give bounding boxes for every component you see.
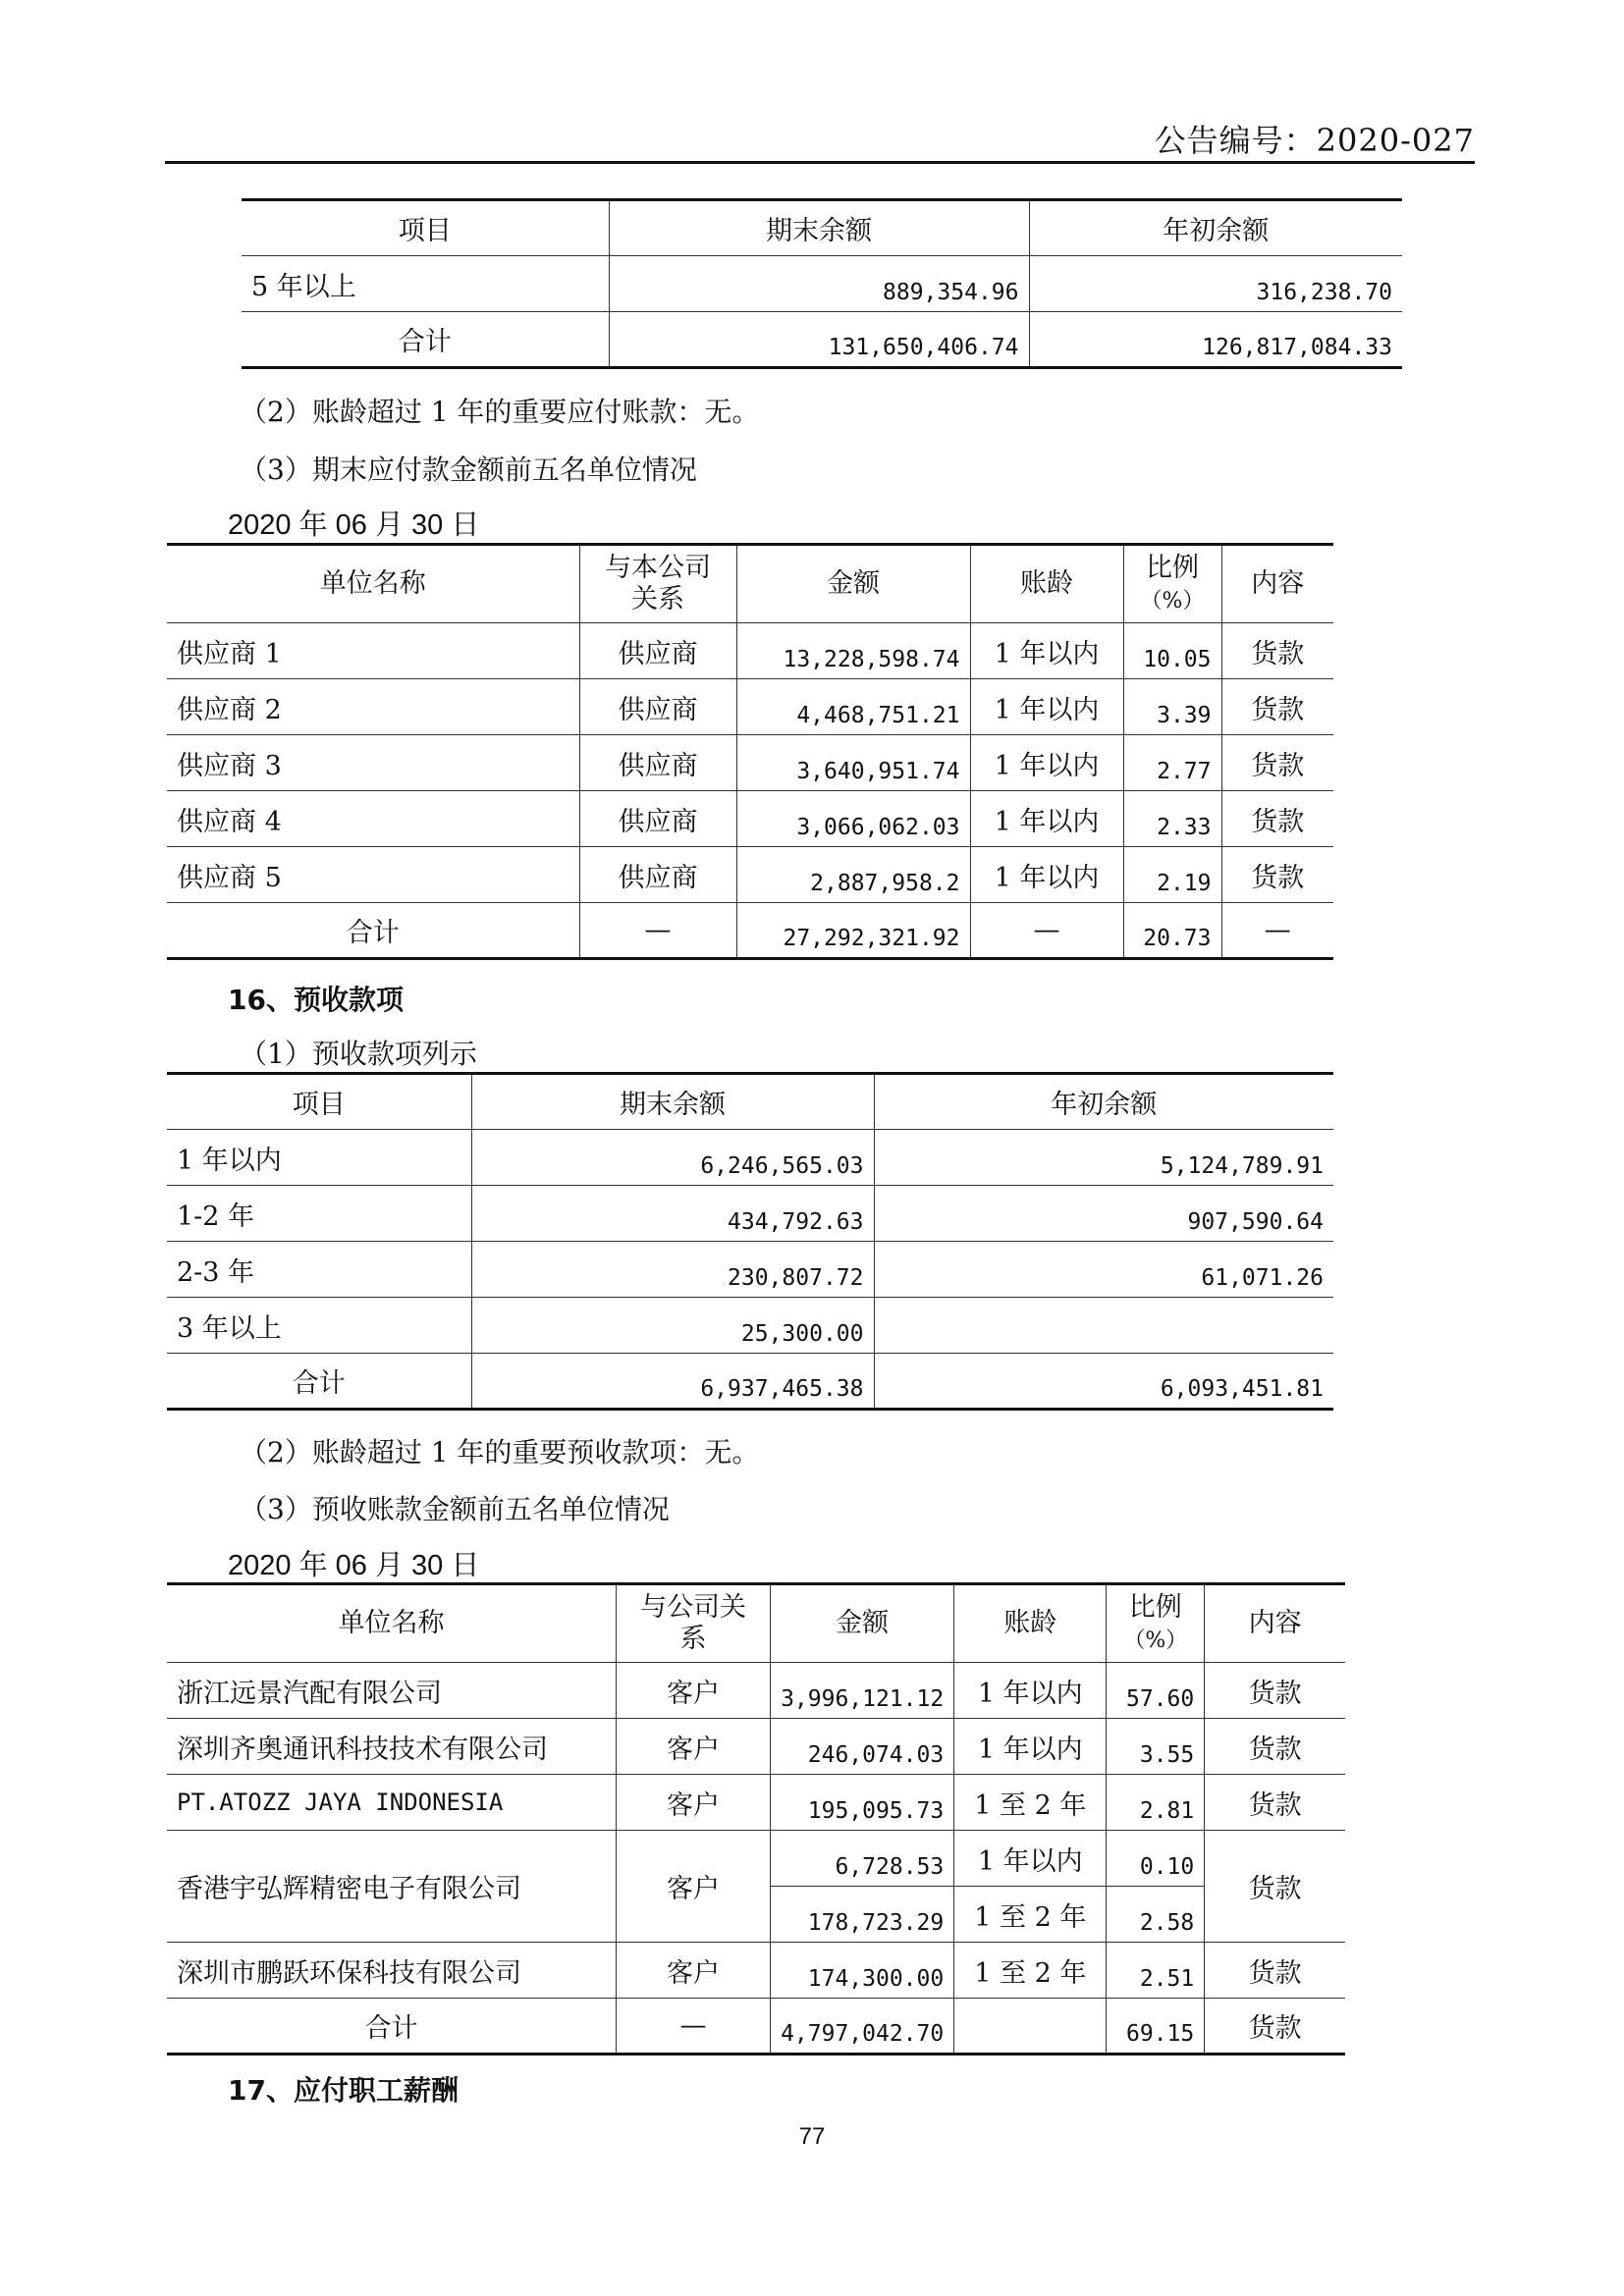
col-ratio: 比例 （%） <box>1107 1584 1205 1663</box>
cell-name: 供应商 3 <box>167 735 579 791</box>
col-amount: 金额 <box>771 1584 954 1663</box>
table-row <box>167 1943 1345 1999</box>
col-relation: 与本公司 关系 <box>579 545 736 623</box>
table-row <box>167 847 1333 903</box>
cell-name: 供应商 1 <box>167 623 579 679</box>
cell-ratio: 2.51 <box>1107 1943 1205 1999</box>
cell-name: PT.ATOZZ JAYA INDONESIA <box>167 1775 616 1831</box>
paragraph-top5-payables: （3）期末应付款金额前五名单位情况 <box>240 454 697 486</box>
row-item: 合计 <box>242 312 609 368</box>
paragraph-advance-receipts-list: （1）预收款项列示 <box>240 1038 477 1070</box>
advance-receipts-table <box>167 1072 1333 1411</box>
cell-name: 供应商 5 <box>167 847 579 903</box>
cell-amount: 2,887,958.2 <box>736 847 970 903</box>
col-item: 项目 <box>242 200 609 256</box>
total-row <box>167 1354 1333 1410</box>
cell-aging: — <box>970 903 1123 959</box>
cell-aging: 1 年以内 <box>970 735 1123 791</box>
cell-ratio: 10.05 <box>1123 623 1221 679</box>
table-row <box>167 735 1333 791</box>
row-item: 3 年以上 <box>167 1298 471 1354</box>
table-row <box>167 679 1333 735</box>
section-heading-17: 17、应付职工薪酬 <box>228 2074 459 2107</box>
row-item: 合计 <box>167 1354 471 1410</box>
cell-amount: 3,996,121.12 <box>771 1663 954 1719</box>
cell-aging: 1 年以内 <box>954 1663 1107 1719</box>
page-number: 77 <box>798 2123 826 2150</box>
col-begin-balance: 年初余额 <box>874 1074 1333 1130</box>
row-item: 2-3 年 <box>167 1242 471 1298</box>
header-rule <box>165 161 1475 164</box>
paragraph-top5-receipts: （3）预收账款金额前五名单位情况 <box>240 1493 670 1525</box>
table-row <box>167 1719 1345 1775</box>
cell-amount: 4,468,751.21 <box>736 679 970 735</box>
row-end: 230,807.72 <box>471 1242 874 1298</box>
cell-aging: 1 年以内 <box>954 1831 1107 1887</box>
paragraph-no-important-payables: （2）账龄超过 1 年的重要应付账款：无。 <box>240 396 760 428</box>
table-row <box>167 1298 1333 1354</box>
col-item: 项目 <box>167 1074 471 1130</box>
document-number: 公告编号：2020-027 <box>1154 122 1475 159</box>
cell-aging: 1 年以内 <box>970 679 1123 735</box>
top5-receipts-table <box>167 1582 1345 2056</box>
col-relation: 与公司关 系 <box>616 1584 770 1663</box>
cell-relation: 供应商 <box>579 847 736 903</box>
cell-content: 货款 <box>1221 735 1333 791</box>
cell-relation: 客户 <box>616 1831 770 1943</box>
cell-relation: — <box>579 903 736 959</box>
col-ratio: 比例 （%） <box>1123 545 1221 623</box>
total-row <box>167 903 1333 959</box>
cell-content: 货款 <box>1205 1999 1345 2055</box>
row-end: 6,246,565.03 <box>471 1130 874 1186</box>
table-row <box>167 1663 1345 1719</box>
col-end-balance: 期末余额 <box>609 200 1029 256</box>
cell-amount: 13,228,598.74 <box>736 623 970 679</box>
cell-content: 货款 <box>1205 1943 1345 1999</box>
col-amount: 金额 <box>736 545 970 623</box>
cell-amount: 246,074.03 <box>771 1719 954 1775</box>
cell-name: 合计 <box>167 903 579 959</box>
cell-ratio: 2.81 <box>1107 1775 1205 1831</box>
col-begin-balance: 年初余额 <box>1029 200 1402 256</box>
cell-ratio: 2.77 <box>1123 735 1221 791</box>
paragraph-no-important-receipts: （2）账龄超过 1 年的重要预收款项：无。 <box>240 1436 760 1468</box>
table-row <box>167 1186 1333 1242</box>
row-begin: 126,817,084.33 <box>1029 312 1402 368</box>
cell-content: 货款 <box>1205 1719 1345 1775</box>
cell-ratio: 3.55 <box>1107 1719 1205 1775</box>
row-item: 5 年以上 <box>242 256 609 312</box>
table-row <box>167 1775 1345 1831</box>
cell-relation: 供应商 <box>579 679 736 735</box>
cell-ratio: 3.39 <box>1123 679 1221 735</box>
cell-content: — <box>1221 903 1333 959</box>
col-aging: 账龄 <box>970 545 1123 623</box>
date-label: 2020 年 06 月 30 日 <box>228 509 480 541</box>
cell-aging: 1 至 2 年 <box>954 1887 1107 1943</box>
row-begin <box>874 1298 1333 1354</box>
cell-aging: 1 年以内 <box>970 623 1123 679</box>
row-item: 1-2 年 <box>167 1186 471 1242</box>
cell-content: 货款 <box>1205 1831 1345 1943</box>
cell-ratio: 2.33 <box>1123 791 1221 847</box>
col-content: 内容 <box>1221 545 1333 623</box>
cell-ratio: 2.19 <box>1123 847 1221 903</box>
table-row <box>167 623 1333 679</box>
cell-amount: 3,640,951.74 <box>736 735 970 791</box>
col-unit-name: 单位名称 <box>167 545 579 623</box>
table-row <box>167 1242 1333 1298</box>
cell-aging <box>954 1999 1107 2055</box>
cell-relation: 客户 <box>616 1663 770 1719</box>
row-end: 434,792.63 <box>471 1186 874 1242</box>
cell-name: 浙江远景汽配有限公司 <box>167 1663 616 1719</box>
row-end: 6,937,465.38 <box>471 1354 874 1410</box>
cell-aging: 1 年以内 <box>954 1719 1107 1775</box>
cell-content: 货款 <box>1205 1663 1345 1719</box>
cell-content: 货款 <box>1221 679 1333 735</box>
table-row <box>167 791 1333 847</box>
row-end: 889,354.96 <box>609 256 1029 312</box>
cell-amount: 3,066,062.03 <box>736 791 970 847</box>
cell-relation: 供应商 <box>579 791 736 847</box>
table-row <box>167 1130 1333 1186</box>
cell-relation: 客户 <box>616 1775 770 1831</box>
row-begin: 61,071.26 <box>874 1242 1333 1298</box>
cell-ratio: 69.15 <box>1107 1999 1205 2055</box>
cell-content: 货款 <box>1205 1775 1345 1831</box>
cell-amount: 178,723.29 <box>771 1887 954 1943</box>
cell-name: 合计 <box>167 1999 616 2055</box>
row-begin: 5,124,789.91 <box>874 1130 1333 1186</box>
cell-relation: — <box>616 1999 770 2055</box>
cell-name: 深圳齐奥通讯科技技术有限公司 <box>167 1719 616 1775</box>
cell-aging: 1 年以内 <box>970 791 1123 847</box>
cell-amount: 6,728.53 <box>771 1831 954 1887</box>
cell-amount: 27,292,321.92 <box>736 903 970 959</box>
table-row <box>242 256 1402 312</box>
cell-name: 供应商 2 <box>167 679 579 735</box>
cell-amount: 174,300.00 <box>771 1943 954 1999</box>
cell-ratio: 57.60 <box>1107 1663 1205 1719</box>
top5-payables-table <box>167 543 1333 960</box>
total-row <box>167 1999 1345 2055</box>
payables-aging-table <box>242 198 1402 369</box>
row-begin: 6,093,451.81 <box>874 1354 1333 1410</box>
cell-ratio: 20.73 <box>1123 903 1221 959</box>
cell-relation: 供应商 <box>579 735 736 791</box>
cell-relation: 供应商 <box>579 623 736 679</box>
cell-aging: 1 至 2 年 <box>954 1775 1107 1831</box>
row-begin: 316,238.70 <box>1029 256 1402 312</box>
row-end: 25,300.00 <box>471 1298 874 1354</box>
cell-content: 货款 <box>1221 623 1333 679</box>
row-end: 131,650,406.74 <box>609 312 1029 368</box>
cell-content: 货款 <box>1221 847 1333 903</box>
cell-aging: 1 至 2 年 <box>954 1943 1107 1999</box>
cell-aging: 1 年以内 <box>970 847 1123 903</box>
row-item: 1 年以内 <box>167 1130 471 1186</box>
date-label: 2020 年 06 月 30 日 <box>228 1550 480 1581</box>
col-unit-name: 单位名称 <box>167 1584 616 1663</box>
cell-ratio: 2.58 <box>1107 1887 1205 1943</box>
col-end-balance: 期末余额 <box>471 1074 874 1130</box>
cell-name: 供应商 4 <box>167 791 579 847</box>
cell-relation: 客户 <box>616 1719 770 1775</box>
cell-amount: 195,095.73 <box>771 1775 954 1831</box>
cell-amount: 4,797,042.70 <box>771 1999 954 2055</box>
cell-name: 深圳市鹏跃环保科技有限公司 <box>167 1943 616 1999</box>
cell-content: 货款 <box>1221 791 1333 847</box>
table-row <box>242 312 1402 368</box>
cell-relation: 客户 <box>616 1943 770 1999</box>
row-begin: 907,590.64 <box>874 1186 1333 1242</box>
col-content: 内容 <box>1205 1584 1345 1663</box>
cell-name: 香港宇弘辉精密电子有限公司 <box>167 1831 616 1943</box>
section-heading-16: 16、预收款项 <box>228 984 404 1016</box>
table-row <box>167 1831 1345 1887</box>
cell-ratio: 0.10 <box>1107 1831 1205 1887</box>
col-aging: 账龄 <box>954 1584 1107 1663</box>
